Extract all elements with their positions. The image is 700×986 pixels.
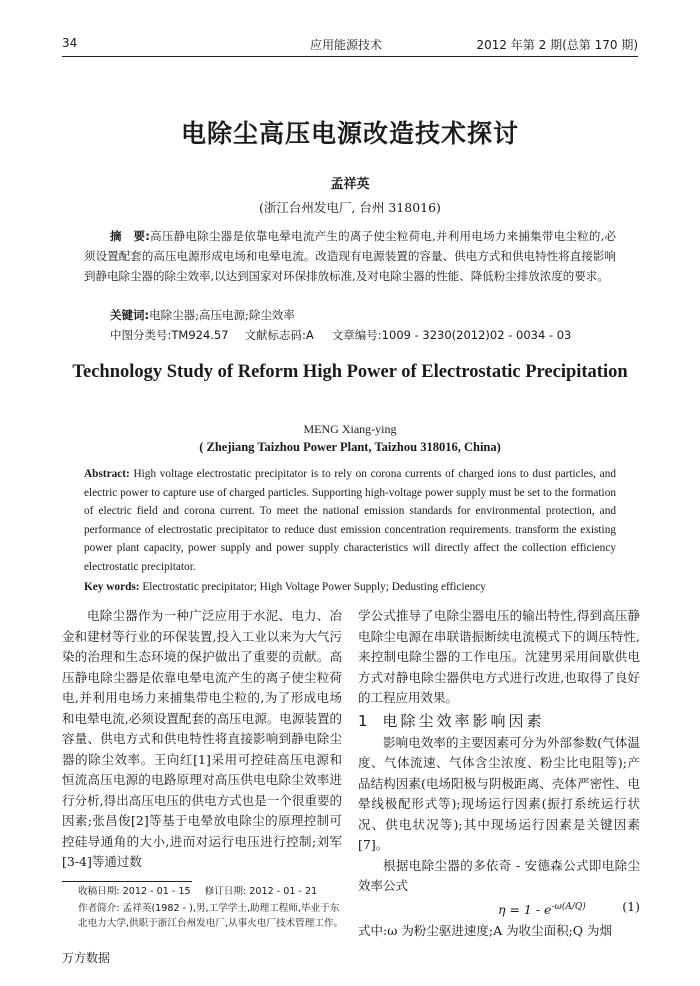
- section-title: 电除尘效率影响因素: [382, 711, 545, 730]
- section-heading: [358, 709, 640, 733]
- running-header: [62, 32, 638, 54]
- abstract-en-text: High voltage electrostatic precipitator is to rely on corona currents of charged ions to dust particles, and electric power to capture use of charged particles. Supporting high-voltage power supply must be set to the formation of electric field and corona current. To meet the national emission standards for environmental protection, and performance of electrostatic precipitator to reduce dust emission concentration requirements. transform the existing power plant capacity, power supply and power supply characteristics will directly affect the collection efficiency electrostatic precipitator.: [84, 468, 616, 573]
- affiliation-cn: (浙江台州发电厂, 台州 318016): [259, 200, 441, 215]
- footer-watermark: 万方数据: [62, 951, 111, 965]
- affiliation-en: ( Zhejiang Taizhou Power Plant, Taizhou 318016, China): [199, 440, 501, 454]
- document-code: 文献标志码:A: [244, 328, 314, 342]
- title-cn: 电除尘高压电源改造技术探讨: [180, 119, 519, 148]
- keywords-cn-text: 电除尘器;高压电源;除尘效率: [149, 308, 295, 322]
- abstract-en: [84, 465, 616, 576]
- header-rule: [62, 56, 638, 57]
- footnote-dates: [78, 884, 348, 899]
- author-cn: 孟祥英: [330, 177, 370, 192]
- keywords-cn-label: 关键词:: [110, 308, 150, 322]
- equation-lhs: η = 1 - e: [498, 901, 552, 917]
- equation-exponent: -ω(A/Q): [551, 901, 586, 912]
- classification-line: [110, 325, 616, 345]
- abstract-cn-text: 高压静电除尘器是依靠电晕电流产生的离子使尘粒荷电,并利用电场力来捕集带电尘粒的,必须设置配套的高压电源形成电场和电晕电流。改造现有电源装置的容量、供电方式和供电特性将直接影响到静电除尘器的除尘效率,以达到国家对环保排放标准,及对电除尘器的性能、降低粉尘排放浓度的要求。: [84, 229, 616, 283]
- issue-info: 2012 年第 2 期(总第 170 期): [476, 38, 638, 52]
- section-number: 1: [358, 711, 371, 730]
- page-number: 34: [62, 36, 78, 50]
- body-paragraph: 根据电除尘器的多依奇 - 安德森公式即电除尘效率公式: [358, 857, 640, 893]
- abstract-cn-label: 摘 要:: [110, 229, 150, 243]
- abstract-cn: [84, 226, 616, 286]
- body-paragraph: 式中:ω 为粉尘驱进速度;A 为收尘面积;Q 为烟: [358, 922, 613, 938]
- keywords-en: [84, 578, 616, 597]
- body-paragraph: 影响电效率的主要因素可分为外部参数(气体温度、气体流速、气体含尘浓度、粉尘比电阻等);产品结构因素(电场阳极与阴极距离、壳体严密性、电晕线极配形式等);现场运行因素(振打系统运行状况、供电状况等);其中现场运行因素是关键因素[7]。: [358, 734, 640, 852]
- revised-date: 修订日期: 2012 - 01 - 21: [204, 886, 318, 897]
- footnote-rule: [62, 881, 192, 882]
- equation-formula: [498, 897, 586, 921]
- footnote-author-bio: 作者简介: 孟祥英(1982 - ),男,工学学士,助理工程师,毕业于东北电力大学,供职于浙江台州发电厂,从事火电厂技术管理工作。: [78, 903, 344, 929]
- keywords-cn: [110, 305, 616, 325]
- article-number: 文章编号:1009 - 3230(2012)02 - 0034 - 03: [331, 328, 572, 342]
- body-paragraph: 学公式推导了电除尘器电压的输出特性,得到高压静电除尘电源在串联谐振断续电流模式下的调压特性,来控制电除尘器的工作电压。沈建男采用间歇供电方式对静电除尘器供电方式进行改进,也取得了良好的工程应用效果。: [358, 608, 640, 705]
- abstract-en-label: Abstract:: [84, 468, 130, 480]
- equation-number: (1): [622, 898, 640, 914]
- keywords-en-text: Electrostatic precipitator; High Voltage Power Supply; Dedusting efficiency: [142, 581, 486, 593]
- body-column-right: [358, 606, 640, 941]
- journal-name: 应用能源技术: [310, 38, 383, 52]
- body-column-left: [62, 606, 342, 873]
- equation-1: [358, 897, 640, 921]
- clc-number: 中图分类号:TM924.57: [110, 328, 229, 342]
- title-en: Technology Study of Reform High Power of Electrostatic Precipitation: [72, 362, 628, 382]
- keywords-en-label: Key words:: [84, 581, 140, 593]
- body-paragraph: 电除尘器作为一种广泛应用于水泥、电力、冶金和建材等行业的环保装置,投入工业以来为大气污染的治理和生态环境的保护做出了重要的贡献。高压静电除尘器是依靠电晕电流产生的离子使尘粒荷电,并利用电场力来捕集带电尘粒的,为了形成电场和电晕电流,必须设置配套的高压电源。电源装置的容量、供电方式和供电特性将直接影响到静电除尘器的除尘效率。王向红[1]采用可控硅高压电源和恒流高压电源的电路原理对高压供电电除尘效率进行分析,得出高压电压的供电方式也是一个很重要的因素;张昌俊[2]等基于电晕放电除尘的原理控制可控硅导通角的大小,进而对运行电压进行控制;刘军[3-4]等通过数: [62, 608, 342, 869]
- received-date: 收稿日期: 2012 - 01 - 15: [78, 886, 191, 897]
- author-en: MENG Xiang-ying: [303, 422, 397, 436]
